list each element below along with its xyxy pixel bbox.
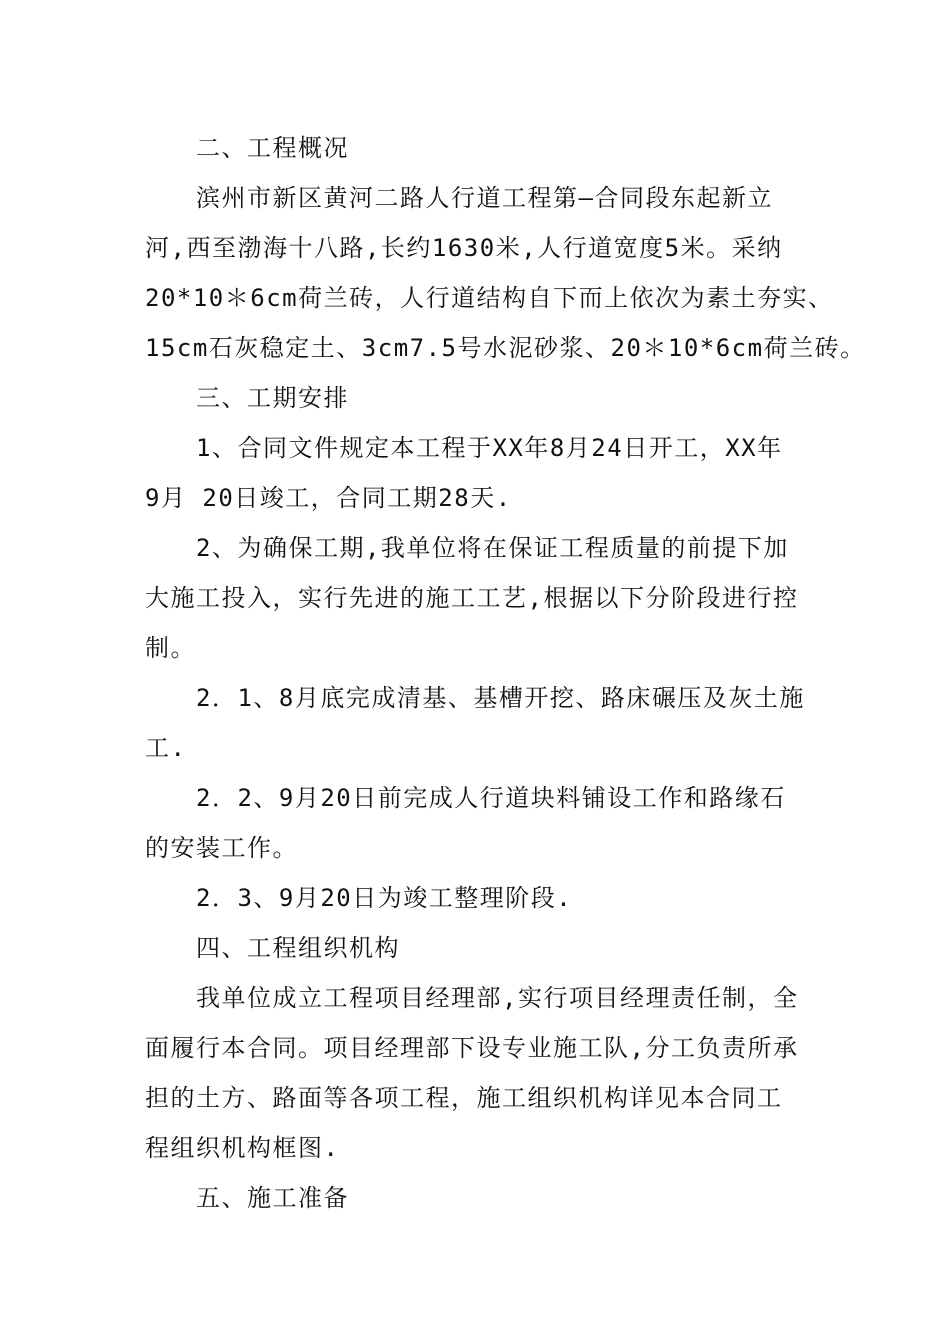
paragraph-line: 2．1、8月底完成清基、基槽开挖、路床碾压及灰土施 — [196, 684, 805, 712]
paragraph-line: 制。 — [145, 634, 196, 662]
paragraph-line: 的安装工作。 — [145, 834, 298, 862]
paragraph-line: 1、合同文件规定本工程于XX年8月24日开工，XX年 — [196, 434, 783, 462]
paragraph-line: 程组织机构框图. — [145, 1134, 340, 1162]
paragraph-line: 担的土方、路面等各项工程，施工组织机构详见本合同工 — [145, 1084, 783, 1112]
paragraph-line: 工. — [145, 734, 187, 762]
paragraph-line: 2、为确保工期,我单位将在保证工程质量的前提下加 — [196, 534, 789, 562]
paragraph-line: 15cm石灰稳定土、3cm7.5号水泥砂浆、20＊10*6cm荷兰砖。 — [145, 334, 866, 362]
heading-5: 五、施工准备 — [196, 1184, 349, 1212]
paragraph-line: 我单位成立工程项目经理部,实行项目经理责任制，全 — [196, 984, 799, 1012]
paragraph-line: 2．3、9月20日为竣工整理阶段. — [196, 884, 573, 912]
paragraph-line: 9月 20日竣工，合同工期28天. — [145, 484, 512, 512]
paragraph-line: 20*10＊6cm荷兰砖，人行道结构自下而上依次为素土夯实、 — [145, 284, 834, 312]
paragraph-line: 河,西至渤海十八路,长约1630米,人行道宽度5米。采纳 — [145, 234, 783, 262]
paragraph-line: 大施工投入，实行先进的施工工艺,根据以下分阶段进行控 — [145, 584, 799, 612]
heading-3: 三、工期安排 — [196, 384, 349, 412]
paragraph-line: 2．2、9月20日前完成人行道块料铺设工作和路缘石 — [196, 784, 786, 812]
paragraph-line: 滨州市新区黄河二路人行道工程第—合同段东起新立 — [196, 184, 773, 212]
heading-2: 二、工程概况 — [196, 134, 349, 162]
paragraph-line: 面履行本合同。项目经理部下设专业施工队,分工负责所承 — [145, 1034, 799, 1062]
heading-4: 四、工程组织机构 — [196, 934, 400, 962]
